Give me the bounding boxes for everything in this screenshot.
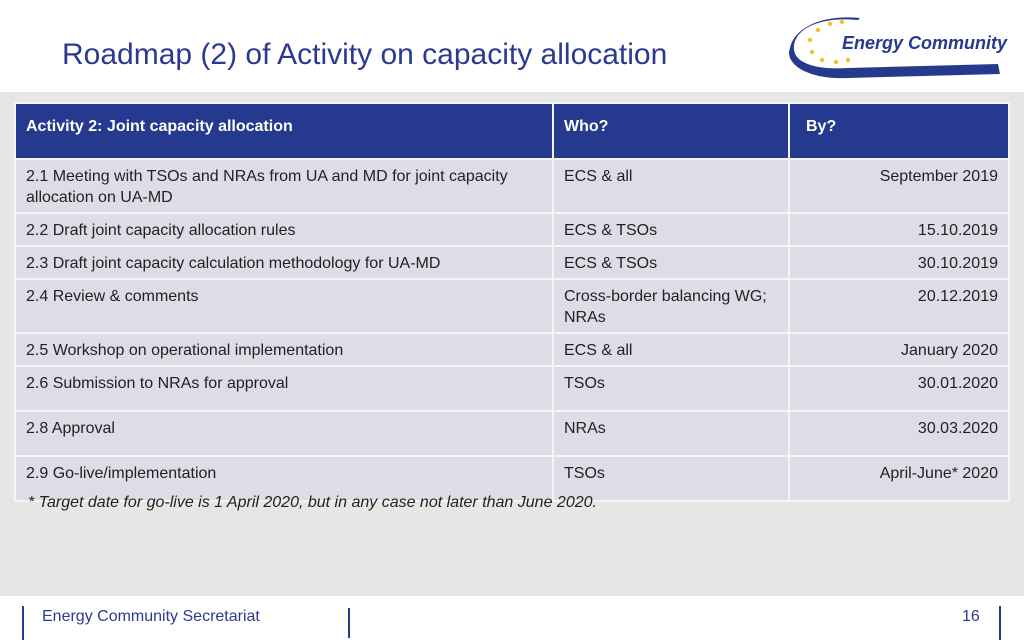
- who-cell: ECS & TSOs: [553, 213, 789, 246]
- who-cell: ECS & all: [553, 333, 789, 366]
- who-cell: Cross-border balancing WG; NRAs: [553, 279, 789, 333]
- by-cell: 30.01.2020: [789, 366, 1009, 411]
- activity-cell: 2.4 Review & comments: [15, 279, 553, 333]
- by-cell: 15.10.2019: [789, 213, 1009, 246]
- table-row: [15, 246, 1009, 279]
- by-cell: 30.10.2019: [789, 246, 1009, 279]
- page-title: Roadmap (2) of Activity on capacity allocation: [62, 38, 668, 71]
- who-cell: ECS & TSOs: [553, 246, 789, 279]
- column-header-by: By?: [789, 103, 1009, 159]
- by-cell: April-June* 2020: [789, 456, 1009, 501]
- table-row: [15, 213, 1009, 246]
- table-row: [15, 333, 1009, 366]
- table-row: [15, 411, 1009, 456]
- footer-divider-right: [999, 606, 1001, 640]
- table-row: [15, 159, 1009, 213]
- who-cell: TSOs: [553, 456, 789, 501]
- activity-cell: 2.9 Go-live/implementation: [15, 456, 553, 501]
- activity-cell: 2.6 Submission to NRAs for approval: [15, 366, 553, 411]
- footnote: * Target date for go-live is 1 April 2020, but in any case not later than June 2020.: [28, 494, 597, 511]
- who-cell: TSOs: [553, 366, 789, 411]
- who-cell: NRAs: [553, 411, 789, 456]
- activity-cell: 2.2 Draft joint capacity allocation rules: [15, 213, 553, 246]
- column-header-activity: Activity 2: Joint capacity allocation: [15, 103, 553, 159]
- by-cell: January 2020: [789, 333, 1009, 366]
- who-cell: ECS & all: [553, 159, 789, 213]
- by-cell: 30.03.2020: [789, 411, 1009, 456]
- page-number: 16: [962, 608, 980, 625]
- footer-organization: Energy Community Secretariat: [42, 608, 260, 625]
- table-header-row: [15, 103, 1009, 159]
- by-cell: 20.12.2019: [789, 279, 1009, 333]
- footer-divider-left: [22, 606, 24, 640]
- table-row: [15, 279, 1009, 333]
- activity-cell: 2.3 Draft joint capacity calculation methodology for UA-MD: [15, 246, 553, 279]
- footer-divider-middle: [348, 608, 350, 638]
- activity-cell: 2.1 Meeting with TSOs and NRAs from UA and MD for joint capacity allocation on UA-MD: [15, 159, 553, 213]
- logo-text: Energy Community: [842, 33, 1008, 53]
- activity-cell: 2.5 Workshop on operational implementation: [15, 333, 553, 366]
- table-row: [15, 366, 1009, 411]
- column-header-who: Who?: [553, 103, 789, 159]
- by-cell: September 2019: [789, 159, 1009, 213]
- roadmap-table: [14, 102, 1010, 502]
- activity-cell: 2.8 Approval: [15, 411, 553, 456]
